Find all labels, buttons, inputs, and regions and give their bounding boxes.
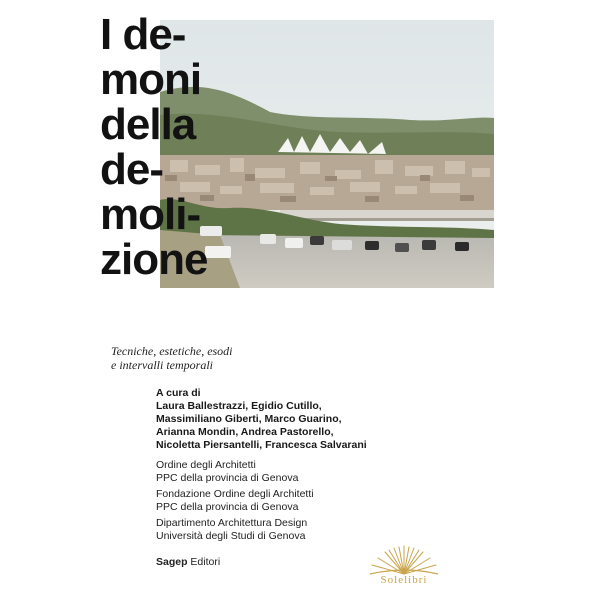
title-line: moni <box>100 55 202 104</box>
title-line: della <box>100 100 196 149</box>
organization-line: PPC della provincia di Genova <box>156 500 299 513</box>
editors-line: Arianna Mondin, Andrea Pastorello, <box>156 426 334 438</box>
publisher-brand: Sagep <box>156 556 188 568</box>
editors-block <box>156 387 367 452</box>
solelibri-logo <box>364 540 444 590</box>
editors-line: Laura Ballestrazzi, Egidio Cutillo, <box>156 400 322 412</box>
organization-line: Dipartimento Architettura Design <box>156 517 308 529</box>
editors-line: Nicoletta Piersantelli, Francesca Salvarani <box>156 439 367 451</box>
organization-line: Ordine degli Architetti <box>156 459 256 471</box>
organization-line: PPC della provincia di Genova <box>156 471 299 484</box>
sunrise-icon <box>364 540 444 576</box>
book-subtitle <box>111 344 233 372</box>
subtitle-line: e intervalli temporali <box>111 358 213 372</box>
organization <box>156 517 314 542</box>
editors-line: Massimiliano Giberti, Marco Guarino, <box>156 413 342 425</box>
organization-line: Fondazione Ordine degli Architetti <box>156 488 314 500</box>
organization <box>156 459 314 484</box>
title-line: zione <box>100 235 208 284</box>
editors-line: A cura di <box>156 387 201 399</box>
book-title <box>100 12 360 282</box>
organization <box>156 488 314 513</box>
publisher-name <box>156 556 220 568</box>
title-line: moli- <box>100 190 201 239</box>
organizations-block <box>156 459 314 546</box>
organization-line: Università degli Studi di Genova <box>156 529 306 542</box>
title-line: de- <box>100 145 163 194</box>
logo-wordmark: Solelibri <box>380 574 428 586</box>
title-line: I de- <box>100 10 186 59</box>
subtitle-line: Tecniche, estetiche, esodi <box>111 344 233 358</box>
publisher-suffix: Editori <box>187 556 221 568</box>
